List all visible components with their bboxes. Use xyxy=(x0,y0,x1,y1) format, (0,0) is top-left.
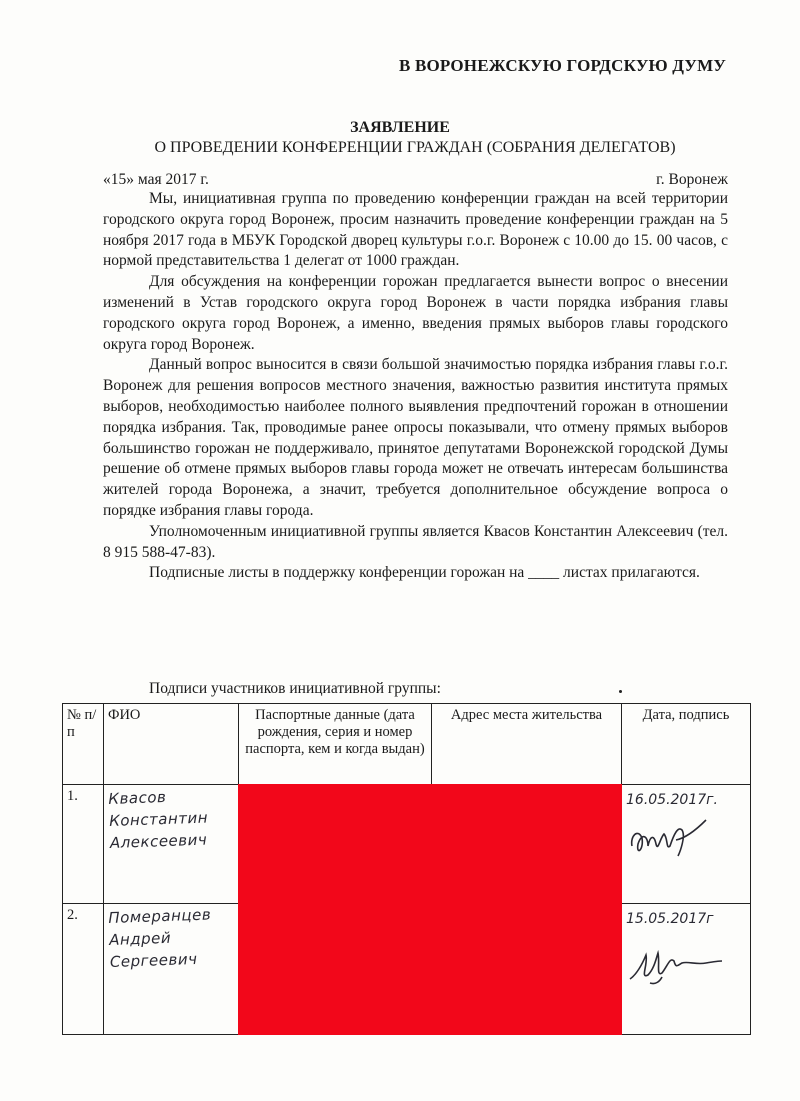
header-name: ФИО xyxy=(104,704,239,785)
row-number: 1. xyxy=(63,785,104,904)
addressee: В ВОРОНЕЖСКУЮ ГОРДСКУЮ ДУМУ xyxy=(398,56,726,75)
row-date-signature xyxy=(622,785,751,904)
row-name xyxy=(104,785,239,904)
signature-icon xyxy=(626,816,716,862)
redaction-block xyxy=(238,903,622,1035)
name-line: Константин xyxy=(108,808,209,830)
redacted-passport-address xyxy=(239,785,622,904)
name-line: Андрей xyxy=(108,928,172,949)
name-line: Квасов xyxy=(108,787,167,808)
redacted-passport-address xyxy=(239,904,622,1035)
row-number: 2. xyxy=(63,904,104,1035)
signature-icon xyxy=(626,935,726,991)
header-date-signature: Дата, подпись xyxy=(622,704,751,785)
table-row xyxy=(63,785,751,904)
document-title: ЗАЯВЛЕНИЕ xyxy=(350,119,450,136)
header-passport: Паспортные данные (дата рождения, серия и номер паспорта, кем и когда выдан) xyxy=(239,704,432,785)
paragraph: Мы, инициативная группа по проведению конференции граждан на всей территории городского округа город Воронеж, просим назначить проведение конференции граждан на 5 ноября 2017 года в МБУК Городской дворец культуры г.о.г. Воронеж с 10.00 до 15. 00 часов, с нормой представительства 1 делегат от 1000 граждан. xyxy=(103,190,728,270)
signatures-table xyxy=(62,703,751,1035)
document-date: «15» мая 2017 г. xyxy=(103,171,209,188)
row-name xyxy=(104,904,239,1035)
table-header-row xyxy=(63,704,751,785)
row-date-signature xyxy=(622,904,751,1035)
body-text xyxy=(103,189,728,584)
handwritten-name xyxy=(108,784,236,854)
paragraph: Для обсуждения на конференции горожан предлагается вынести вопрос о внесении изменений в Устав городского округа город Воронеж в части порядка избрания главы городского округа город Воронеж, а именно, введения прямых выборов главы городского округа город Воронеж. xyxy=(103,273,728,353)
name-line: Алексеевич xyxy=(109,830,208,852)
paragraph: Уполномоченным инициативной группы является Квасов Константин Алексеевич (тел. 8 915 588-47-83). xyxy=(103,522,728,561)
stray-mark xyxy=(619,690,622,693)
header-number: № п/п xyxy=(63,704,104,785)
signature-date: 16.05.2017г. xyxy=(626,792,718,808)
participants-caption: Подписи участников инициативной группы: xyxy=(149,680,441,697)
signature-date: 15.05.2017г xyxy=(626,911,714,927)
redaction-block xyxy=(238,784,622,904)
handwritten-name xyxy=(108,903,236,973)
name-line: Померанцев xyxy=(108,905,212,927)
document-city: г. Воронеж xyxy=(656,171,728,188)
paragraph: Данный вопрос выносится в связи большой значимостью порядка избрания главы г.о.г. Воронеж для решения вопросов местного значения, важностью развития института прямых выборов, необходимостью наиболее полного выявления предпочтений горожан в отношении порядка избрания. Так, проводимые ранее опросы показывали, что отмену прямых выборов большинство горожан не поддерживало, принятое депутатами Воронежской городской Думы решение об отмене прямых выборов главы города может не отвечать интересам большинства жителей города Воронежа, а значит, требуется дополнительное обсуждение вопроса о порядке избрания главы города. xyxy=(103,356,728,519)
paragraph: Подписные листы в поддержку конференции горожан на ____ листах прилагаются. xyxy=(149,564,700,582)
name-line: Сергеевич xyxy=(109,949,198,971)
table-row xyxy=(63,904,751,1035)
document-subtitle: О ПРОВЕДЕНИИ КОНФЕРЕНЦИИ ГРАЖДАН (СОБРАНИЯ ДЕЛЕГАТОВ) xyxy=(154,139,676,156)
header-address: Адрес места жительства xyxy=(432,704,622,785)
